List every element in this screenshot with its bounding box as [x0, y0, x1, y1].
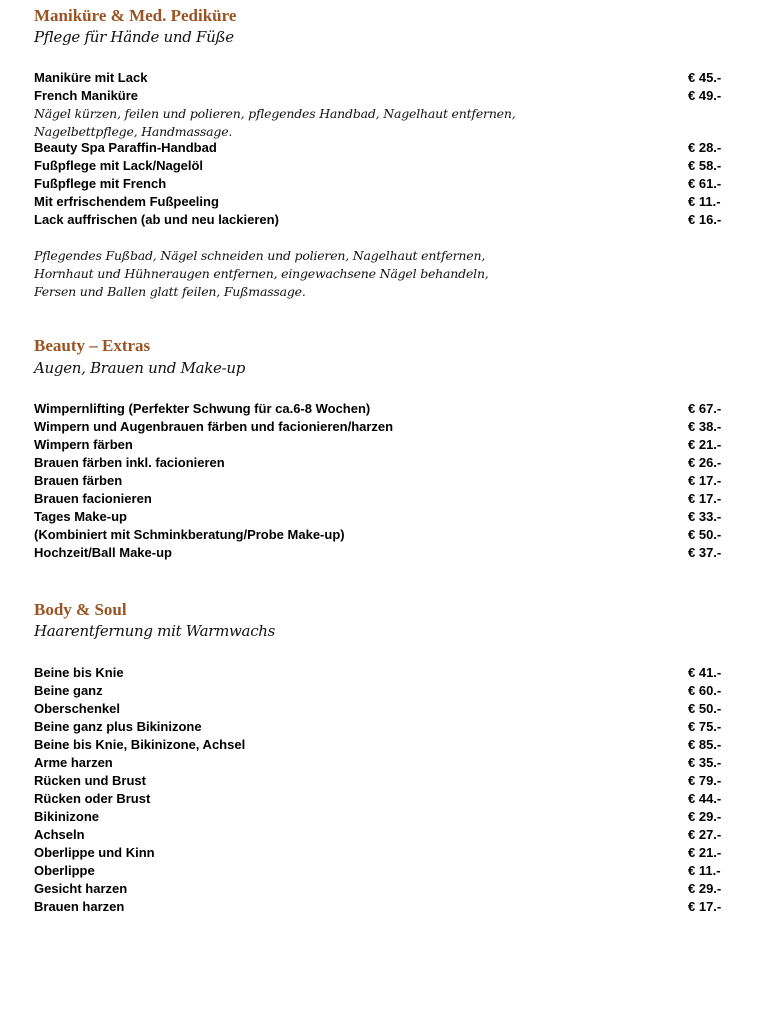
price-row	[34, 719, 726, 737]
price-row	[34, 773, 726, 791]
section-subtitle-beauty-extras: Augen, Brauen und Make-up	[34, 359, 246, 377]
section-title-beauty-extras: Beauty – Extras	[34, 336, 151, 355]
price-row	[34, 845, 726, 863]
service-name: Wimpern und Augenbrauen färben und facionieren/harzen	[34, 419, 394, 434]
price-row	[34, 791, 726, 809]
service-name: Beine ganz plus Bikinizone	[34, 719, 202, 734]
service-price: € 29.-	[688, 881, 722, 896]
service-price: € 26.-	[688, 455, 722, 470]
service-price: € 79.-	[688, 773, 722, 788]
price-row	[34, 88, 726, 106]
service-price: € 58.-	[688, 158, 722, 173]
service-price: € 16.-	[688, 212, 722, 227]
price-row	[34, 755, 726, 773]
service-price: € 11.-	[688, 194, 721, 209]
price-row	[34, 455, 726, 473]
note-line: Fersen und Ballen glatt feilen, Fußmassage.	[34, 284, 306, 299]
service-name: Hochzeit/Ball Make-up	[34, 545, 172, 560]
service-name: Mit erfrischendem Fußpeeling	[34, 194, 219, 209]
service-price: € 75.-	[688, 719, 722, 734]
service-name: Beine ganz	[34, 683, 103, 698]
service-name: Wimpernlifting (Perfekter Schwung für ca.6-8 Wochen)	[34, 401, 371, 416]
service-name: Beine bis Knie, Bikinizone, Achsel	[34, 737, 246, 752]
service-price: € 35.-	[688, 755, 722, 770]
price-row	[34, 401, 726, 419]
service-name: Oberlippe	[34, 863, 95, 878]
price-row	[34, 527, 726, 545]
price-row	[34, 545, 726, 563]
price-row	[34, 827, 726, 845]
service-name: Brauen färben inkl. facionieren	[34, 455, 225, 470]
price-row	[34, 881, 726, 899]
service-name: Brauen facionieren	[34, 491, 152, 506]
service-name: Beauty Spa Paraffin-Handbad	[34, 140, 217, 155]
section-title-body-soul: Body & Soul	[34, 600, 127, 619]
service-price: € 28.-	[688, 140, 722, 155]
service-price: € 21.-	[688, 437, 722, 452]
note-line: Hornhaut und Hühneraugen entfernen, eingewachsene Nägel behandeln,	[34, 266, 489, 281]
service-name: Achseln	[34, 827, 85, 842]
note-line: Pflegendes Fußbad, Nägel schneiden und polieren, Nagelhaut entfernen,	[34, 248, 486, 263]
section-subtitle-manikuere: Pflege für Hände und Füße	[34, 28, 234, 46]
service-name: Wimpern färben	[34, 437, 133, 452]
service-price: € 11.-	[688, 863, 721, 878]
service-price: € 50.-	[688, 527, 722, 542]
service-name: Beine bis Knie	[34, 665, 124, 680]
service-name: (Kombiniert mit Schminkberatung/Probe Make-up)	[34, 527, 345, 542]
service-price: € 50.-	[688, 701, 722, 716]
service-name: Oberlippe und Kinn	[34, 845, 155, 860]
service-price: € 41.-	[688, 665, 722, 680]
note-line: Nägel kürzen, feilen und polieren, pflegendes Handbad, Nagelhaut entfernen,	[34, 106, 516, 121]
service-name: Arme harzen	[34, 755, 113, 770]
service-price: € 17.-	[688, 899, 722, 914]
price-row	[34, 212, 726, 230]
price-row	[34, 899, 726, 917]
service-name: Brauen färben	[34, 473, 123, 488]
service-price: € 60.-	[688, 683, 722, 698]
service-name: Oberschenkel	[34, 701, 120, 716]
price-row	[34, 491, 726, 509]
service-price: € 44.-	[688, 791, 722, 806]
service-name: Fußpflege mit French	[34, 176, 167, 191]
price-row	[34, 158, 726, 176]
price-row	[34, 683, 726, 701]
service-price: € 61.-	[688, 176, 722, 191]
service-price: € 29.-	[688, 809, 722, 824]
price-row	[34, 140, 726, 158]
description-note-manikuere	[34, 105, 516, 141]
price-row	[34, 863, 726, 881]
section-subtitle-body-soul: Haarentfernung mit Warmwachs	[34, 622, 276, 640]
service-price: € 17.-	[688, 473, 722, 488]
service-price: € 21.-	[688, 845, 722, 860]
service-price: € 38.-	[688, 419, 722, 434]
service-price: € 33.-	[688, 509, 722, 524]
price-row	[34, 665, 726, 683]
service-name: Tages Make-up	[34, 509, 127, 524]
price-row	[34, 737, 726, 755]
service-name: Fußpflege mit Lack/Nagelöl	[34, 158, 204, 173]
price-row	[34, 701, 726, 719]
service-price: € 17.-	[688, 491, 722, 506]
service-name: French Maniküre	[34, 88, 139, 103]
service-name: Bikinizone	[34, 809, 100, 824]
service-name: Rücken oder Brust	[34, 791, 151, 806]
service-name: Lack auffrischen (ab und neu lackieren)	[34, 212, 279, 227]
price-row	[34, 509, 726, 527]
service-price: € 37.-	[688, 545, 722, 560]
service-price: € 67.-	[688, 401, 722, 416]
service-name: Maniküre mit Lack	[34, 70, 148, 85]
price-row	[34, 473, 726, 491]
price-row	[34, 70, 726, 88]
price-row	[34, 437, 726, 455]
note-line: Nagelbettpflege, Handmassage.	[34, 124, 233, 139]
price-row	[34, 194, 726, 212]
price-row	[34, 809, 726, 827]
service-name: Brauen harzen	[34, 899, 125, 914]
section-title-manikuere: Maniküre & Med. Pediküre	[34, 6, 237, 25]
service-name: Rücken und Brust	[34, 773, 146, 788]
service-name: Gesicht harzen	[34, 881, 128, 896]
service-price: € 45.-	[688, 70, 722, 85]
service-price: € 49.-	[688, 88, 722, 103]
service-price: € 27.-	[688, 827, 722, 842]
price-row	[34, 419, 726, 437]
description-note-pedikuere	[34, 247, 489, 301]
price-row	[34, 176, 726, 194]
service-price: € 85.-	[688, 737, 722, 752]
